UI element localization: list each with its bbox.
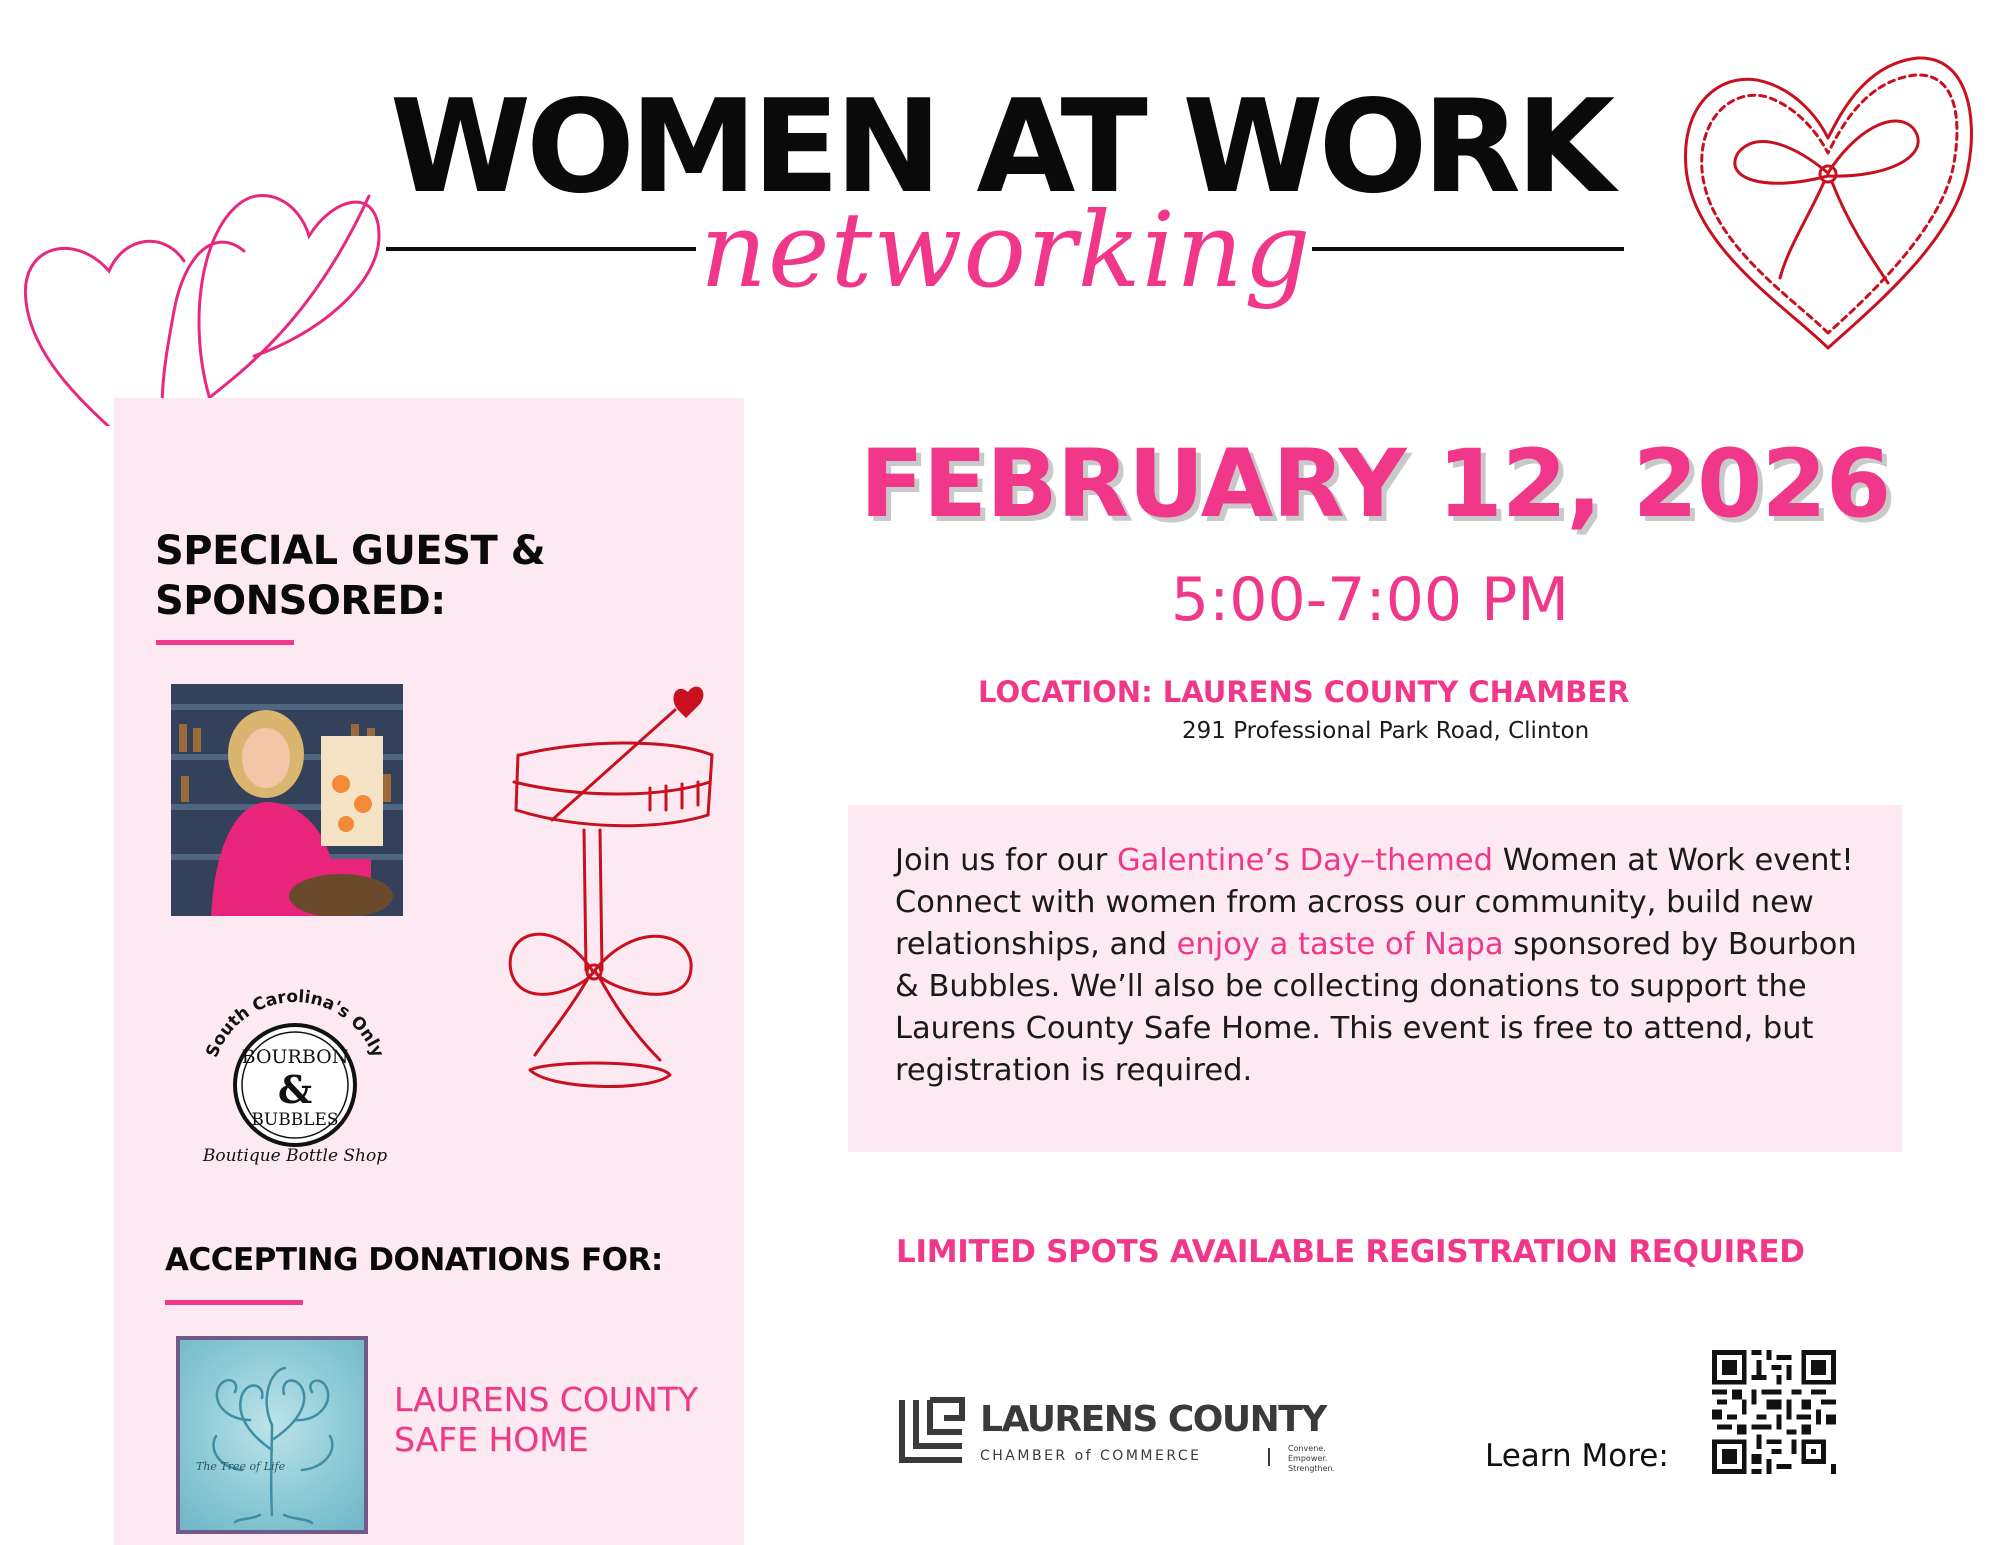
guest-photo xyxy=(171,684,403,916)
registration-notice: LIMITED SPOTS AVAILABLE REGISTRATION REQUIRED xyxy=(896,1234,1805,1270)
tagline-line: Strengthen. xyxy=(1288,1464,1336,1473)
tree-of-life-logo xyxy=(176,1336,368,1534)
chamber-mark-icon xyxy=(896,1394,968,1466)
tagline-line: Empower. xyxy=(1288,1454,1328,1463)
qr-code-icon[interactable] xyxy=(1712,1350,1836,1474)
event-subtitle: networking xyxy=(700,189,1312,311)
event-title: WOMEN AT WORK xyxy=(389,73,1611,222)
bourbon-bubbles-logo xyxy=(180,975,410,1165)
svg-text:The Tree of Life: The Tree of Life xyxy=(196,1460,286,1473)
title-rule-right xyxy=(1312,247,1624,251)
svg-text:Boutique Bottle Shop: Boutique Bottle Shop xyxy=(202,1146,388,1165)
description-highlight: Galentine’s Day–themed xyxy=(1116,843,1494,878)
description-text: Women at Work event! Connect with women from across our community, build new relationships, and xyxy=(895,843,1854,962)
chamber-divider xyxy=(1268,1448,1270,1466)
svg-text:BOURBON: BOURBON xyxy=(241,1046,349,1068)
svg-text:&: & xyxy=(277,1067,313,1112)
event-date: FEBRUARY 12, 2026 xyxy=(859,430,1891,539)
cake-stand-icon xyxy=(490,670,740,1100)
chamber-tagline xyxy=(1288,1444,1378,1474)
svg-text:South Carolina's Only: South Carolina's Only xyxy=(202,986,388,1061)
event-address: 291 Professional Park Road, Clinton xyxy=(1182,718,1590,744)
chamber-of-commerce-logo xyxy=(896,1394,1356,1484)
learn-more-label: Learn More: xyxy=(1485,1438,1669,1474)
heart-bow-icon xyxy=(1668,28,1988,368)
description-text: sponsored by Bourbon & Bubbles. We’ll also be collecting donations to support the Laurens County Safe Home. This event is free to attend, but registration is required. xyxy=(895,927,1857,1088)
title-rule-left xyxy=(386,247,696,251)
heading-underline xyxy=(156,640,294,645)
chamber-name: LAURENS COUNTY xyxy=(980,1399,1326,1440)
heading-underline xyxy=(165,1300,303,1305)
description-text: Join us for our xyxy=(895,843,1117,878)
svg-text:BUBBLES: BUBBLES xyxy=(251,1110,339,1130)
tagline-line: Convene. xyxy=(1288,1444,1326,1453)
event-location: LOCATION: LAURENS COUNTY CHAMBER xyxy=(978,675,1630,709)
donations-heading: ACCEPTING DONATIONS FOR: xyxy=(165,1242,663,1278)
description-highlight: enjoy a taste of Napa xyxy=(1176,927,1504,962)
double-heart-outline-icon xyxy=(14,86,394,426)
event-description xyxy=(895,840,1885,1092)
special-guest-heading: SPECIAL GUEST & SPONSORED: xyxy=(155,528,546,624)
event-time: 5:00-7:00 PM xyxy=(1170,565,1570,635)
chamber-subtitle: CHAMBER of COMMERCE xyxy=(980,1448,1202,1464)
charity-name: LAURENS COUNTY SAFE HOME xyxy=(394,1380,698,1459)
